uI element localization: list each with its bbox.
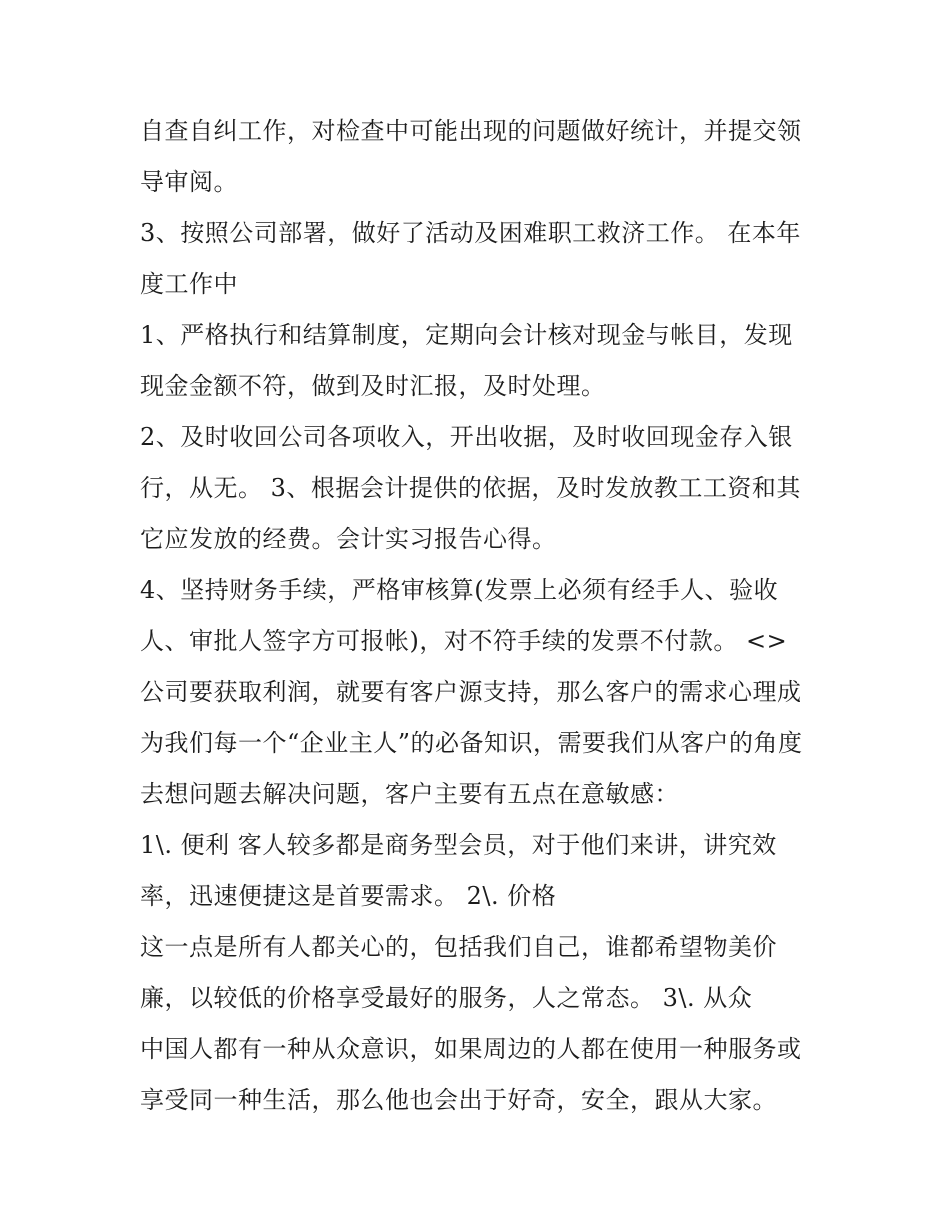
text-line: 它应发放的经费。会计实习报告心得。 xyxy=(140,525,557,553)
text-line: 1、严格执行和结算制度，定期向会计核对现金与帐目，发现 xyxy=(140,321,793,349)
text-line: 廉，以较低的价格享受最好的服务，人之常态。 3\. 从众 xyxy=(140,984,753,1012)
text-line: 人、审批人签字方可报帐)，对不符手续的发票不付款。 <> xyxy=(140,627,788,655)
text-line: 享受同一种生活，那么他也会出于好奇，安全，跟从大家。 xyxy=(140,1086,777,1114)
text-line: 度工作中 xyxy=(140,270,238,298)
text-line: 这一点是所有人都关心的，包括我们自己，谁都希望物美价 xyxy=(140,933,777,961)
text-line: 行，从无。 3、根据会计提供的依据，及时发放教工工资和其 xyxy=(140,474,801,502)
text-line: 为我们每一个“企业主人”的必备知识，需要我们从客户的角度 xyxy=(140,729,803,757)
document-body xyxy=(140,106,820,1126)
text-line: 率，迅速便捷这是首要需求。 2\. 价格 xyxy=(140,882,557,910)
text-line: 4、坚持财务手续，严格审核算(发票上必须有经手人、验收 xyxy=(140,576,779,604)
text-line: 3、按照公司部署，做好了活动及困难职工救济工作。 在本年 xyxy=(140,219,801,247)
text-line: 中国人都有一种从众意识，如果周边的人都在使用一种服务或 xyxy=(140,1035,802,1063)
text-line: 自查自纠工作，对检查中可能出现的问题做好统计，并提交领 xyxy=(140,117,802,145)
text-line: 公司要获取利润，就要有客户源支持，那么客户的需求心理成 xyxy=(140,678,802,706)
text-line: 去想问题去解决问题，客户主要有五点在意敏感： xyxy=(140,780,679,808)
text-line: 1\. 便利 客人较多都是商务型会员，对于他们来讲，讲究效 xyxy=(140,831,777,859)
text-line: 2、及时收回公司各项收入，开出收据，及时收回现金存入银 xyxy=(140,423,793,451)
text-line: 现金金额不符，做到及时汇报，及时处理。 xyxy=(140,372,606,400)
text-line: 导审阅。 xyxy=(140,168,238,196)
